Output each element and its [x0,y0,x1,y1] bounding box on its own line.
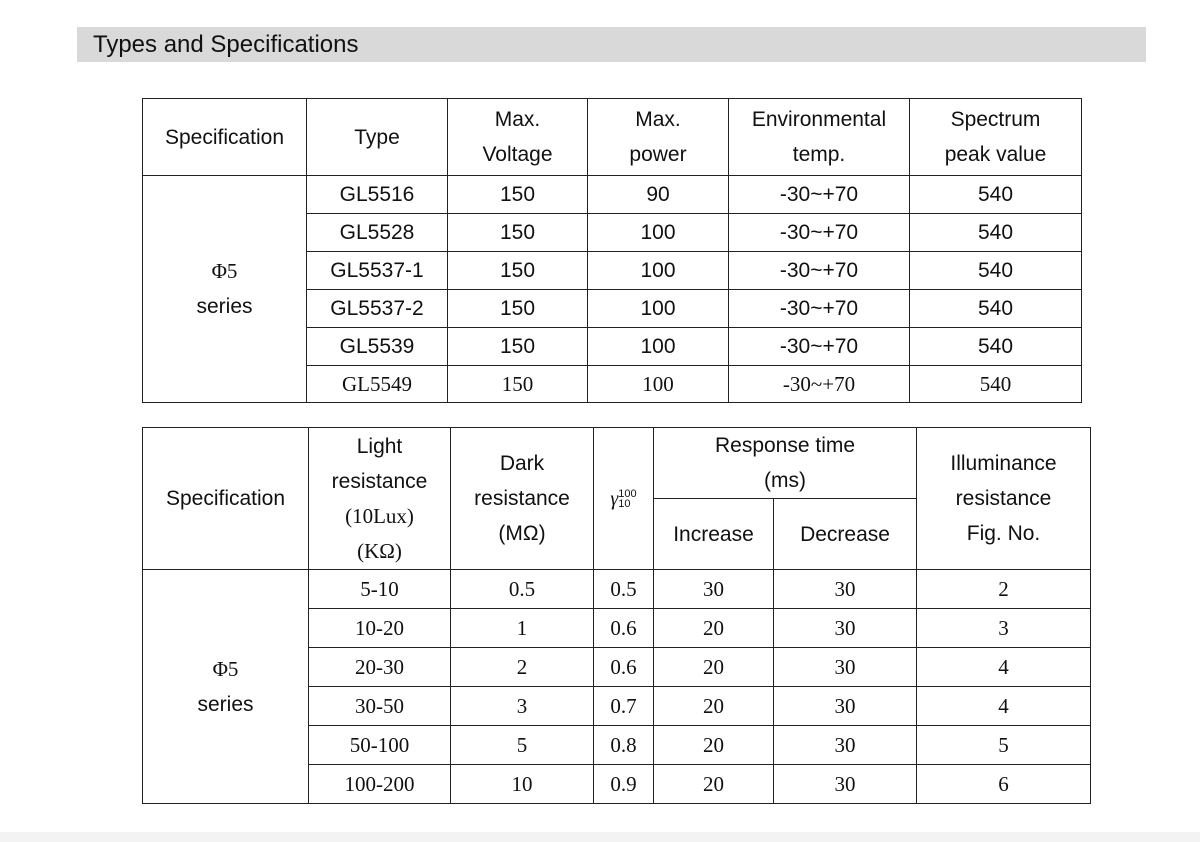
cell-peak: 540 [910,176,1082,214]
cell-increase: 20 [654,609,774,648]
header-specification: Specification [143,99,307,176]
cell-type: GL5537-1 [307,252,448,290]
cell-peak: 540 [910,366,1082,403]
gamma-symbol: γ [610,487,619,510]
cell-power: 100 [588,290,729,328]
cell-power: 90 [588,176,729,214]
cell-gamma: 0.6 [594,648,654,687]
header-increase: Increase [654,499,774,570]
cell-temp: -30~+70 [729,290,910,328]
cell-fig: 2 [917,570,1091,609]
cell-voltage: 150 [448,176,588,214]
header-max-power: Max. power [588,99,729,176]
cell-decrease: 30 [774,726,917,765]
series-group-label: Φ5 series [143,570,309,804]
cell-temp: -30~+70 [729,366,910,403]
header-light-resistance: Light resistance (10Lux) (KΩ) [309,428,451,570]
cell-fig: 3 [917,609,1091,648]
cell-decrease: 30 [774,648,917,687]
cell-temp: -30~+70 [729,252,910,290]
cell-peak: 540 [910,214,1082,252]
cell-type: GL5516 [307,176,448,214]
cell-dark: 1 [451,609,594,648]
header-type: Type [307,99,448,176]
cell-type: GL5537-2 [307,290,448,328]
cell-temp: -30~+70 [729,176,910,214]
cell-decrease: 30 [774,570,917,609]
cell-light: 30-50 [309,687,451,726]
cell-gamma: 0.8 [594,726,654,765]
cell-fig: 4 [917,687,1091,726]
cell-increase: 20 [654,687,774,726]
cell-gamma: 0.7 [594,687,654,726]
cell-temp: -30~+70 [729,328,910,366]
cell-increase: 20 [654,765,774,804]
series-group-label: Φ5 series [143,176,307,403]
phi-symbol: Φ5 [211,259,238,283]
cell-gamma: 0.5 [594,570,654,609]
header-dark-resistance: Dark resistance (MΩ) [451,428,594,570]
cell-dark: 3 [451,687,594,726]
cell-light: 20-30 [309,648,451,687]
cell-voltage: 150 [448,214,588,252]
cell-decrease: 30 [774,687,917,726]
phi-symbol: Φ5 [212,656,239,681]
cell-temp: -30~+70 [729,214,910,252]
header-decrease: Decrease [774,499,917,570]
cell-type: GL5539 [307,328,448,366]
table-row [143,176,1082,214]
header-response-time: Response time (ms) [654,428,917,499]
cell-voltage: 150 [448,328,588,366]
cell-voltage: 150 [448,290,588,328]
cell-power: 100 [588,252,729,290]
cell-light: 50-100 [309,726,451,765]
cell-dark: 5 [451,726,594,765]
cell-decrease: 30 [774,765,917,804]
cell-fig: 5 [917,726,1091,765]
cell-fig: 6 [917,765,1091,804]
cell-dark: 10 [451,765,594,804]
header-max-voltage: Max. Voltage [448,99,588,176]
table-row [143,570,1091,609]
header-specification: Specification [143,428,309,570]
cell-peak: 540 [910,290,1082,328]
cell-type: GL5549 [307,366,448,403]
cell-increase: 20 [654,726,774,765]
cell-peak: 540 [910,252,1082,290]
cell-peak: 540 [910,328,1082,366]
section-header-bar [77,27,1146,62]
cell-type: GL5528 [307,214,448,252]
cell-dark: 2 [451,648,594,687]
cell-voltage: 150 [448,366,588,403]
characteristics-header-row [143,428,1091,499]
cell-light: 5-10 [309,570,451,609]
cell-power: 100 [588,328,729,366]
page-bottom-band [0,832,1200,842]
cell-increase: 30 [654,570,774,609]
cell-voltage: 150 [448,252,588,290]
header-illuminance-fig: Illuminance resistance Fig. No. [917,428,1091,570]
section-title: Types and Specifications [93,31,359,58]
cell-light: 100-200 [309,765,451,804]
cell-decrease: 30 [774,609,917,648]
header-gamma: γ 100 10 [594,428,654,570]
header-env-temp: Environmental temp. [729,99,910,176]
cell-gamma: 0.6 [594,609,654,648]
header-spectrum-peak: Spectrum peak value [910,99,1082,176]
cell-power: 100 [588,214,729,252]
cell-increase: 20 [654,648,774,687]
characteristics-table [142,427,1091,804]
types-header-row [143,99,1082,176]
types-table [142,98,1082,403]
cell-gamma: 0.9 [594,765,654,804]
cell-fig: 4 [917,648,1091,687]
cell-dark: 0.5 [451,570,594,609]
cell-light: 10-20 [309,609,451,648]
cell-power: 100 [588,366,729,403]
